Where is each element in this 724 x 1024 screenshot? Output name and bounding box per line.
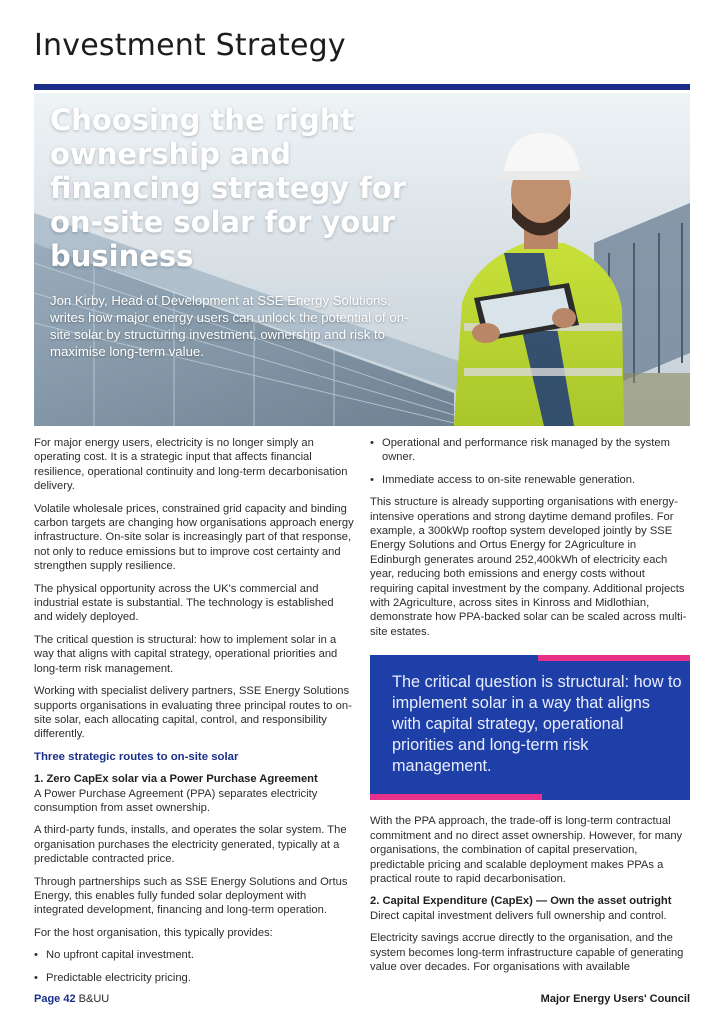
paragraph: Direct capital investment delivers full ownership and control. (370, 909, 667, 922)
routes-heading: Three strategic routes to on-site solar (34, 750, 239, 763)
pull-quote-box (370, 655, 690, 800)
hero-standfirst: Jon Kirby, Head of Development at SSE Energy Solutions, writes how major energy users can unlock the potential of on-site solar by structuring investment, ownership and risk to maximise long-term value. (50, 293, 409, 359)
list-item: • Predictable electricity pricing. (34, 971, 354, 985)
paragraph: A Power Purchase Agreement (PPA) separates electricity consumption from asset ownership. (34, 787, 318, 814)
hero-headline: Choosing the right ownership and financing strategy for on-site solar for your business (50, 103, 407, 273)
paragraph: Through partnerships such as SSE Energy Solutions and Ortus Energy, this enables fully funded solar deployment with integrated development, financing and long-term operation. (34, 875, 348, 917)
footer-section: B&UU (78, 993, 110, 1005)
paragraph: This structure is already supporting organisations with energy-intensive operations and strong daytime demand profiles. For example, a 300kWp rooftop system developed jointly by SSE Energy Solutions and Ortus Energy for 2Agriculture in Edinburgh generates around 252,400kWh of electricity each year, reducing both emissions and energy costs without requiring capital investment by the company. Additional projects with 2Agriculture, across sites in Kinross and Midlothian, demonstrate how PPA-backed solar can be scaled across multi-site estates. (370, 496, 687, 638)
list-item: • Immediate access to on-site renewable generation. (370, 473, 690, 487)
hero-banner (34, 93, 690, 426)
paragraph: Electricity savings accrue directly to the organisation, and the system becomes long-term infrastructure capable of generating value over decades. For organisations with available (370, 932, 684, 973)
route2-heading: 2. Capital Expenditure (CapEx) — Own the asset outright (370, 895, 672, 908)
list-item: • No upfront capital investment. (34, 948, 354, 962)
benefits-list (34, 948, 354, 985)
paragraph: Volatile wholesale prices, constrained grid capacity and binding carbon targets are changing how organisations approach energy infrastructure. On-site solar is increasingly part of that response, not only to reduce emissions but to improve cost certainty and strengthen supply resilience. (34, 502, 354, 573)
paragraph: Working with specialist delivery partners, SSE Energy Solutions supports organisations in evaluating three principal routes to on-site solar, each allocating capital, control, and responsibility differently. (34, 685, 352, 741)
pull-quote-accent-bottom (370, 794, 542, 800)
footer-publication: Major Energy Users' Council (540, 993, 690, 1005)
title-rule (34, 84, 690, 90)
page-number: Page 42 (34, 993, 76, 1005)
route1-heading: 1. Zero CapEx solar via a Power Purchase Agreement (34, 773, 318, 786)
paragraph: The physical opportunity across the UK's commercial and industrial estate is substantial. The technology is established and widely deployed. (34, 582, 334, 624)
benefits-list-continued (370, 436, 690, 487)
left-column (34, 436, 354, 993)
pull-quote: The critical question is structural: how to implement solar in a way that aligns with capital strategy, operational priorities and long-term risk management. (392, 673, 682, 776)
paragraph: For major energy users, electricity is no longer simply an operating cost. It is a strategic input that affects financial resilience, operational continuity and long-term decarbonisation delivery. (34, 437, 348, 493)
footer-page-info (34, 993, 109, 1005)
section-title: Investment Strategy (34, 28, 346, 63)
list-item: • Operational and performance risk managed by the system owner. (370, 436, 690, 465)
paragraph: With the PPA approach, the trade-off is long-term contractual commitment and no direct asset ownership. However, for many organisations, the combination of capital preservation, predictable pricing and scalable deployment makes PPAs a practical route to rapid decarbonisation. (370, 815, 683, 885)
paragraph: For the host organisation, this typically provides: (34, 926, 273, 939)
paragraph: The critical question is structural: how to implement solar in a way that aligns with capital strategy, operational priorities and long-term risk management. (34, 633, 338, 675)
paragraph: A third-party funds, installs, and operates the solar system. The organisation purchases the electricity generated, typically at a predictable contracted price. (34, 824, 347, 866)
pull-quote-accent-top (538, 655, 690, 661)
right-column (370, 436, 690, 982)
